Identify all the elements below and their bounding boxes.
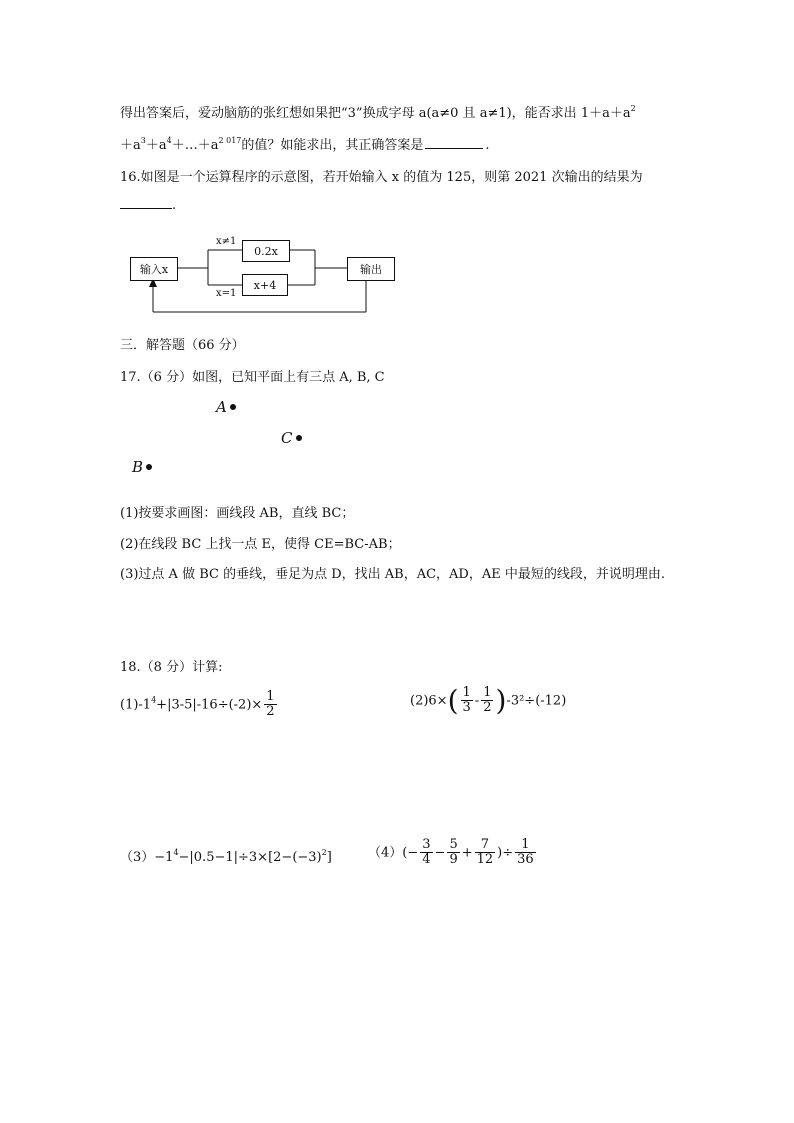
expr: ] bbox=[326, 850, 332, 865]
add-box: x+4 bbox=[242, 274, 288, 296]
condition-not-one: x≠1 bbox=[216, 236, 237, 247]
intro-line-1 bbox=[120, 102, 636, 121]
numerator: 1 bbox=[521, 837, 530, 852]
expr: （3）−1 bbox=[120, 850, 174, 865]
fraction bbox=[515, 838, 536, 868]
multiply-box: 0.2x bbox=[242, 240, 290, 262]
answer-blank[interactable] bbox=[425, 138, 483, 149]
flowchart bbox=[0, 0, 794, 330]
fraction bbox=[461, 686, 473, 716]
expr: (1)-1 bbox=[120, 697, 152, 713]
intro-line-2 bbox=[120, 134, 490, 153]
fraction bbox=[264, 690, 276, 720]
numerator: 3 bbox=[422, 837, 431, 852]
intro-text: 的值？如能求出，其正确答案是 bbox=[241, 138, 424, 153]
exponent: 3 bbox=[140, 136, 146, 145]
input-box: 输入x bbox=[130, 257, 178, 281]
q17-stem: 17.（6 分）如图，已知平面上有三点 A, B, C bbox=[120, 370, 385, 385]
fraction bbox=[475, 838, 496, 868]
section-title: 三．解答题（66 分） bbox=[120, 338, 245, 353]
expr: （4）(− bbox=[368, 845, 419, 861]
exponent: 2 bbox=[321, 848, 327, 857]
operator: - bbox=[474, 693, 480, 709]
q16-answer-line bbox=[120, 198, 176, 213]
denominator: 36 bbox=[517, 852, 534, 868]
q17-part1: (1)按要求画图：画线段 AB，直线 BC； bbox=[120, 506, 355, 521]
period: . bbox=[485, 138, 490, 153]
numerator: 1 bbox=[462, 685, 471, 700]
exponent: 2 017 bbox=[218, 136, 242, 145]
expr: (2)6× bbox=[410, 693, 448, 709]
numerator: 5 bbox=[449, 837, 458, 852]
point-a-label: A bbox=[216, 398, 227, 416]
operator: − bbox=[434, 845, 446, 861]
answer-blank[interactable] bbox=[120, 198, 172, 209]
output-box: 输出 bbox=[347, 257, 395, 281]
q18-part1 bbox=[120, 690, 279, 720]
denominator: 12 bbox=[476, 852, 494, 868]
fraction bbox=[447, 838, 459, 868]
term: ＋a bbox=[120, 138, 141, 153]
point-a-dot bbox=[230, 404, 236, 410]
q18-part4 bbox=[368, 838, 538, 868]
q18-part3 bbox=[120, 846, 332, 865]
denominator: 3 bbox=[462, 700, 471, 716]
condition-one: x=1 bbox=[216, 288, 237, 299]
denominator: 4 bbox=[422, 852, 431, 868]
paren-right: ) bbox=[495, 683, 507, 717]
q17-part2: (2)在线段 BC 上找一点 E，使得 CE=BC-AB； bbox=[120, 537, 401, 552]
exponent: 2 bbox=[630, 104, 636, 113]
numerator: 1 bbox=[483, 685, 492, 700]
point-b-label: B bbox=[132, 458, 144, 476]
point-c-dot bbox=[296, 435, 302, 441]
exponent: 4 bbox=[166, 136, 172, 145]
expr: +|3-5|-16÷(-2)× bbox=[156, 697, 263, 713]
expr: −|0.5−1|÷3×[2−(−3) bbox=[178, 850, 322, 865]
flowchart-lines bbox=[0, 0, 794, 330]
term: ＋…＋a bbox=[171, 138, 219, 153]
q18-part2 bbox=[410, 683, 567, 717]
expr: -3²÷(-12) bbox=[506, 693, 567, 709]
point-b-dot bbox=[146, 464, 152, 470]
q16-stem: 16.如图是一个运算程序的示意图，若开始输入 x 的值为 125，则第 2021 次输出的结果为 bbox=[120, 170, 643, 185]
exponent: 4 bbox=[151, 695, 157, 705]
operator: )÷ bbox=[497, 845, 514, 861]
period: . bbox=[172, 198, 177, 213]
denominator: 2 bbox=[266, 704, 275, 720]
denominator: 2 bbox=[483, 700, 492, 716]
numerator: 1 bbox=[266, 689, 275, 704]
operator: + bbox=[461, 845, 473, 861]
numerator: 7 bbox=[480, 837, 490, 852]
fraction bbox=[481, 686, 493, 716]
fraction bbox=[420, 838, 432, 868]
paren-left: ( bbox=[447, 683, 459, 717]
term: ＋a bbox=[145, 138, 167, 153]
q17-part3: (3)过点 A 做 BC 的垂线，垂足为点 D，找出 AB，AC，AD，AE 中最短的线段，并说明理由. bbox=[120, 567, 665, 582]
exponent: 4 bbox=[173, 848, 179, 857]
q18-stem: 18.（8 分）计算: bbox=[120, 660, 223, 675]
point-c-label: C bbox=[281, 429, 293, 447]
intro-text: 得出答案后，爱动脑筋的张红想如果把“3”换成字母 a(a≠0 且 a≠1)，能否求出 1＋a＋a bbox=[120, 106, 631, 121]
denominator: 9 bbox=[449, 852, 458, 868]
